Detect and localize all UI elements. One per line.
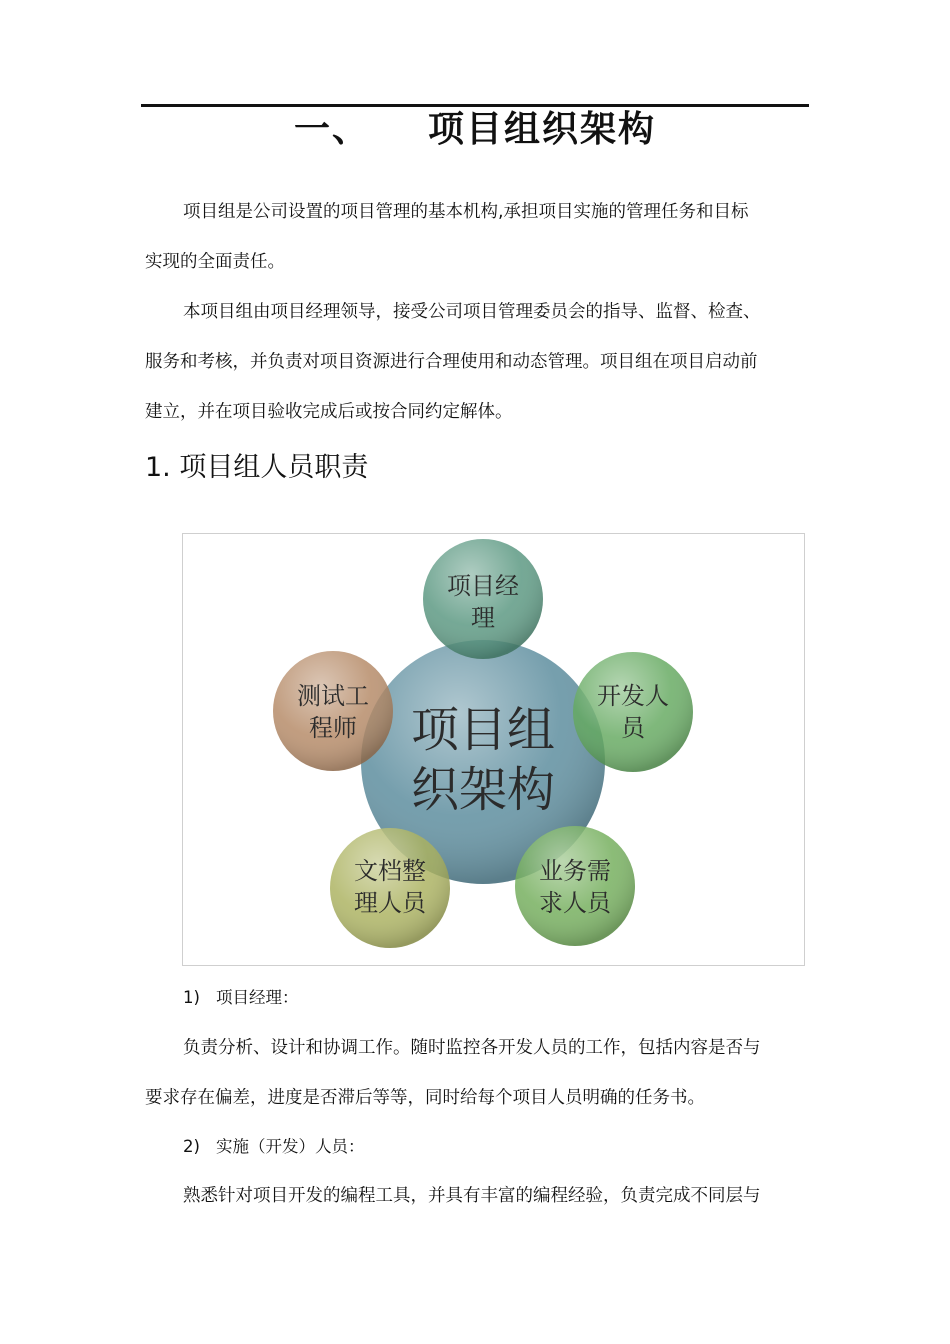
node-label-line1: 开发人 [597,682,669,710]
node-label-line2: 员 [621,714,645,742]
node-test-engineer [273,651,393,771]
list-marker: 1) [183,988,200,1007]
role-heading-project-manager [183,983,298,1013]
node-document-staff [330,828,450,948]
intro-paragraph-2 [145,298,810,448]
node-label-line1: 业务需 [539,857,611,885]
node-label-line1: 文档整 [354,857,426,885]
chapter-number: 一、 [293,108,370,150]
paragraph-line: 实现的全面责任。 [145,252,285,272]
node-label-line1: 项目经 [447,572,519,600]
paragraph-line: 负责分析、设计和协调工作。随时监控各开发人员的工作，包括内容是否与 [183,1038,761,1058]
chapter-title-text: 项目组织架构 [428,108,657,150]
node-label-line1: 测试工 [297,682,369,710]
section-heading: 1. 项目组人员职责 [145,452,369,483]
center-label-line2: 织架构 [410,762,556,818]
chapter-title [141,98,809,154]
paragraph-line: 本项目组由项目经理领导，接受公司项目管理委员会的指导、监督、检查、 [183,302,761,322]
list-marker: 2) [183,1137,200,1156]
node-label-line2: 求人员 [539,889,611,917]
role-heading-developer [183,1132,364,1162]
node-label-line2: 理人员 [354,889,426,917]
node-label-line2: 理 [471,604,495,632]
center-label-line1: 项目组 [410,702,556,758]
node-developer [573,652,693,772]
paragraph-line: 服务和考核，并负责对项目资源进行合理使用和动态管理。项目组在项目启动前 [145,352,758,372]
role-description-developer [145,1182,810,1232]
node-project-manager [423,539,543,659]
node-business-analyst [515,826,635,946]
paragraph-line: 建立，并在项目验收完成后或按合同约定解体。 [145,402,513,422]
role-label: 项目经理： [215,988,299,1007]
paragraph-line: 熟悉针对项目开发的编程工具，并具有丰富的编程经验，负责完成不同层与 [183,1186,761,1206]
role-label: 实施（开发）人员： [215,1137,365,1156]
org-structure-diagram [183,534,804,965]
role-description-project-manager [145,1034,810,1134]
paragraph-line: 项目组是公司设置的项目管理的基本机构,承担项目实施的管理任务和目标 [183,202,749,222]
org-structure-figure [182,533,805,966]
intro-paragraph-1 [145,198,810,298]
paragraph-line: 要求存在偏差，进度是否滞后等等，同时给每个项目人员明确的任务书。 [145,1088,705,1108]
node-label-line2: 程师 [309,714,357,742]
